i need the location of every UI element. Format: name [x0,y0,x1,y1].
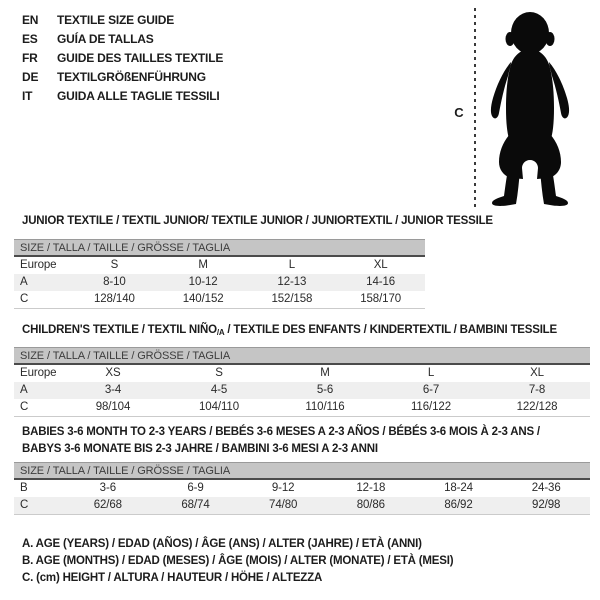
children-title-text: / TEXTILE DES ENFANTS / KINDERTEXTIL / BAMBINI TESSILE [224,324,557,336]
lang-code-fr: FR [22,51,38,65]
height-cell: 158/170 [360,293,402,305]
lang-row-es [22,30,223,49]
age-cell: 8-10 [103,276,126,288]
table-row [14,497,590,514]
height-cell: 128/140 [93,293,135,305]
height-cell: 68/74 [181,499,210,511]
age-cell: 5-6 [316,384,334,396]
row-label: Europe [20,367,57,379]
height-cell: 86/92 [444,499,473,511]
children-title-subscript: /A [216,328,225,337]
row-label: C [20,293,29,305]
height-cell: 110/116 [305,401,345,413]
row-label: C [20,401,29,413]
size-cell: L [427,367,435,379]
table-row [14,365,590,382]
row-label: A [20,384,28,396]
table-row [14,480,590,497]
age-cell: 12-18 [356,482,386,494]
babies-title-line1: BABIES 3-6 MONTH TO 2-3 YEARS / BEBÉS 3-6 MESES A 2-3 AÑOS / BÉBÉS 3-6 MOIS À 2-3 ANS / [22,426,540,438]
junior-size-table [14,239,425,309]
lang-row-fr [22,49,223,68]
age-cell: 10-12 [188,276,218,288]
height-cell: 62/68 [93,499,122,511]
babies-title-line2: BABYS 3-6 MONATE BIS 2-3 JAHRE / BAMBINI 3-6 MESI A 2-3 ANNI [22,442,378,455]
lang-label-it: GUIDA ALLE TAGLIE TESSILI [57,89,220,103]
size-cell: M [320,367,330,379]
table-row [14,274,425,291]
height-cell: 122/128 [516,401,558,413]
note-height-cm: C. (cm) HEIGHT / ALTURA / HAUTEUR / HÖHE / ALTEZZA [22,572,323,584]
age-cell: 7-8 [528,384,546,396]
table-row [14,257,425,274]
height-cell: 116/122 [410,401,452,413]
age-cell: 3-6 [99,482,116,494]
size-cell: L [288,259,296,271]
lang-row-it [22,87,223,106]
lang-row-de [22,68,223,87]
row-label: Europe [20,259,57,271]
lang-label-fr: GUIDE DES TAILLES TEXTILE [57,51,224,65]
children-size-header-bar: SIZE / TALLA / TAILLE / GRÖSSE / TAGLIA [14,347,590,365]
age-cell: 6-9 [187,482,204,494]
row-label: B [20,482,28,494]
lang-label-es: GUÍA DE TALLAS [57,32,154,46]
height-cell: 80/86 [356,499,385,511]
age-cell: 9-12 [271,482,295,494]
row-label: A [20,276,28,288]
baby-silhouette-icon [483,10,575,206]
height-cell: 74/80 [269,499,298,511]
legend-notes [22,536,453,587]
height-cell: 140/152 [182,293,224,305]
note-age-years: A. AGE (YEARS) / EDAD (AÑOS) / ÂGE (ANS) / ALTER (JAHRE) / ETÀ (ANNI) [22,538,422,550]
lang-code-es: ES [22,32,38,46]
age-cell: 6-7 [422,384,440,396]
lang-label-en: TEXTILE SIZE GUIDE [57,13,175,27]
language-title-list [22,11,223,106]
lang-row-en [22,11,223,30]
babies-size-header-bar: SIZE / TALLA / TAILLE / GRÖSSE / TAGLIA [14,462,590,480]
height-cell: 152/158 [271,293,313,305]
size-cell: XL [530,367,544,379]
table-row [14,399,590,416]
children-section-title [22,324,557,337]
age-cell: 18-24 [444,482,473,494]
age-cell: 4-5 [210,384,228,396]
note-age-months: B. AGE (MONTHS) / EDAD (MESES) / ÂGE (MOIS) / ALTER (MONATE) / ETÀ (MESI) [22,555,454,567]
row-label: C [20,499,29,511]
babies-section-title [22,424,540,457]
size-cell: XS [105,367,121,379]
age-cell: 24-36 [531,482,561,494]
size-cell: XL [373,259,388,271]
junior-size-header-bar: SIZE / TALLA / TAILLE / GRÖSSE / TAGLIA [14,239,425,257]
size-cell: M [198,259,208,271]
height-measure-dashed-line [474,8,476,210]
children-size-table [14,347,590,417]
size-cell: S [215,367,223,379]
lang-label-de: TEXTILGRÖßENFÜHRUNG [57,70,206,84]
age-cell: 3-4 [104,384,122,396]
table-row [14,382,590,399]
age-cell: 14-16 [366,276,396,288]
children-title-text: CHILDREN'S TEXTILE / TEXTIL NIÑO [22,324,217,336]
lang-code-en: EN [22,13,39,27]
height-cell: 104/110 [198,401,240,413]
lang-code-it: IT [22,89,33,103]
lang-code-de: DE [22,70,39,84]
babies-size-table [14,462,590,515]
height-measure-label: C [454,105,464,120]
age-cell: 12-13 [277,276,307,288]
size-cell: S [110,259,119,271]
table-row [14,291,425,308]
height-cell: 98/104 [95,401,131,413]
height-cell: 92/98 [532,499,561,511]
junior-section-title: JUNIOR TEXTILE / TEXTIL JUNIOR/ TEXTILE JUNIOR / JUNIORTEXTIL / JUNIOR TESSILE [22,215,493,227]
